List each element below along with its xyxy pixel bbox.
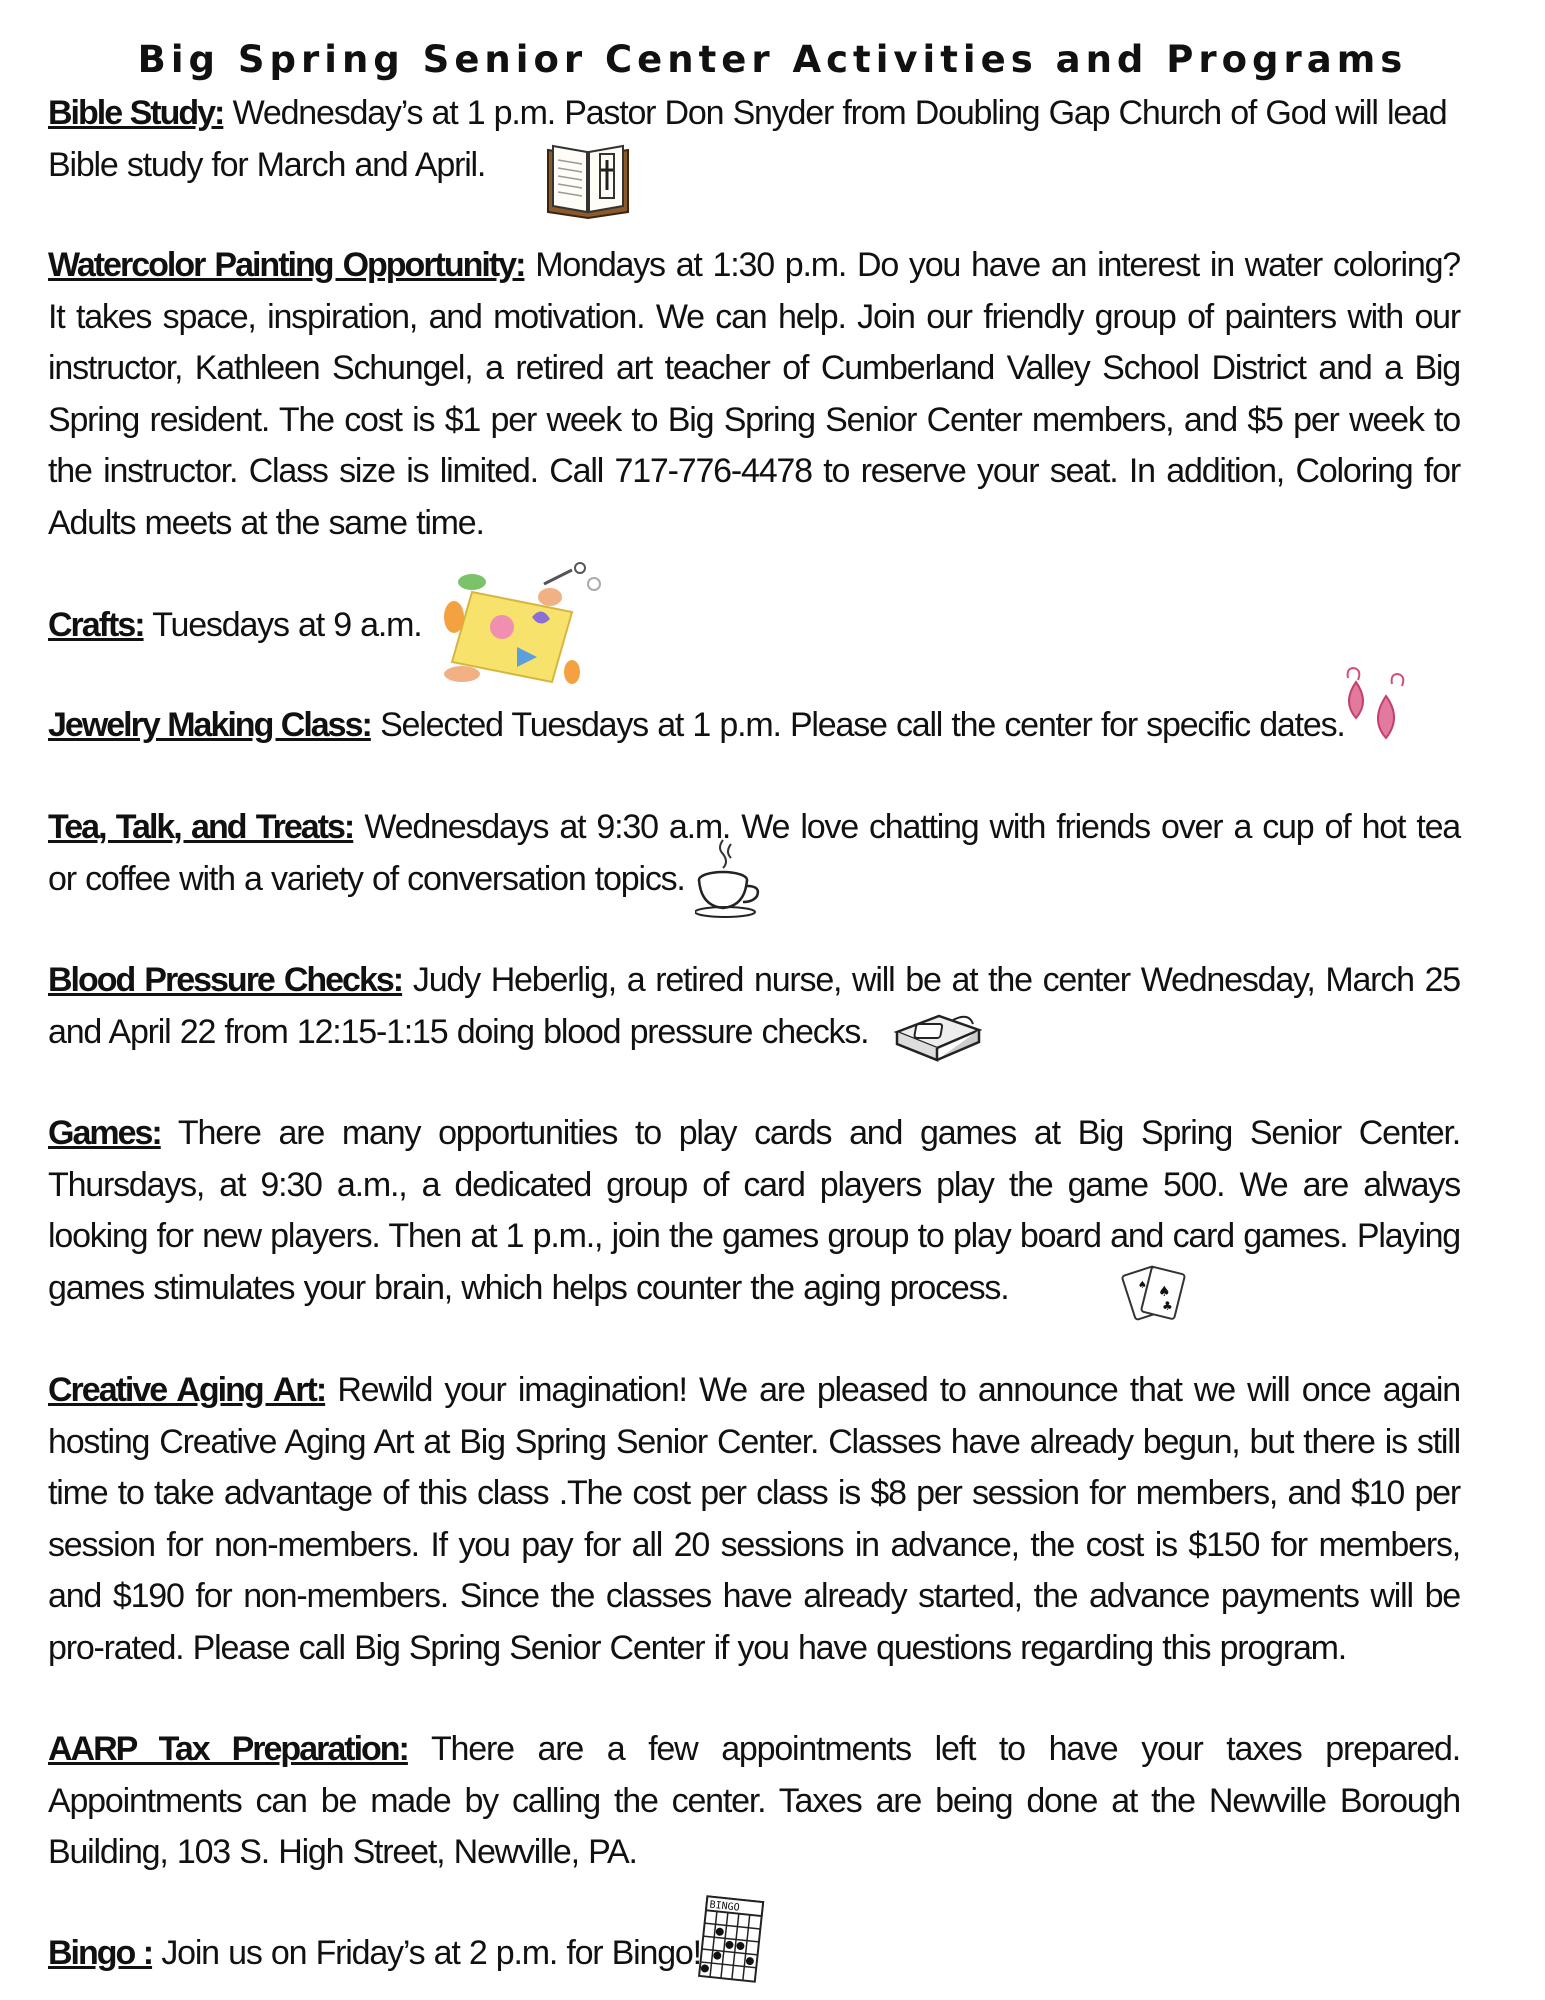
crafts-icon [432,562,602,692]
section-watercolor [48,240,1460,549]
teacup-icon [695,838,765,918]
bingo-card-icon [695,1895,767,1985]
svg-text:♠: ♠ [1158,1284,1171,1300]
section-label: Bible Study: [48,94,224,132]
section-label: Watercolor Painting Opportunity: [48,246,525,284]
section-label: Games: [48,1114,161,1152]
section-creative-aging-art [48,1365,1460,1674]
section-label: Crafts: [48,606,144,644]
section-text: There are many opportunities to play cards and games at Big Spring Senior Center. Thursdays, at 9:30 a.m., a dedicated group of card players play the game 500. We are always looking for new players. Then at 1 p.m., join the games group to play board and card games. Playing games stimulates your brain, which helps counter the aging process. [48,1114,1460,1307]
section-label: AARP Tax Preparation: [48,1730,408,1768]
svg-text:♣: ♣ [1162,1299,1173,1313]
section-text: Rewild your imagination! We are pleased to announce that we will once again hosting Creative Aging Art at Big Spring Senior Center. Classes have already begun, but there is still time to take advantage of this class .The cost per class is $8 per session for members, and $10 per session for non-members. If you pay for all 20 sessions in advance, the cost is $150 for members, and $190 for non-members. Since the classes have already started, the advance payments will be pro-rated. Please call Big Spring Senior Center if you have questions regarding this program. [48,1371,1460,1667]
section-aarp-tax [48,1724,1460,1879]
section-crafts [48,600,1460,652]
section-bible-study [48,88,1458,191]
section-label: Bingo : [48,1934,153,1972]
svg-text:♠: ♠ [1138,1280,1147,1291]
section-text: Tuesdays at 9 a.m. [143,606,422,644]
section-text: Join us on Friday’s at 2 p.m. for Bingo! [152,1934,701,1972]
section-text: There are a few appointments left to have your taxes prepared. Appointments can be made by calling the center. Taxes are being done at the Newville Borough Building, 103 S. High Street, Newville, PA. [48,1730,1461,1871]
section-blood-pressure [48,955,1460,1058]
earrings-icon [1326,660,1416,750]
section-label: Creative Aging Art: [48,1371,326,1409]
playing-cards-icon [1120,1260,1190,1326]
bible-icon [545,140,631,220]
blood-pressure-cuff-icon [893,1010,983,1066]
section-games [48,1108,1460,1314]
section-jewelry [48,700,1460,752]
section-label: Blood Pressure Checks: [48,961,403,999]
section-text: Wednesdays at 9:30 a.m. We love chatting with friends over a cup of hot tea or coffee with a variety of conversation topics. [48,808,1461,898]
section-text: Wednesday’s at 1 p.m. Pastor Don Snyder from Doubling Gap Church of God will lead Bible study for March and April. [48,94,1447,184]
section-label: Tea, Talk, and Treats: [48,808,354,846]
bingo-card-label: BINGO [708,1899,741,1914]
section-text: Judy Heberlig, a retired nurse, will be at the center Wednesday, March 25 and April 22 from 12:15-1:15 doing blood pressure checks. [48,961,1461,1051]
page-title: Big Spring Senior Center Activities and Programs [137,38,1408,81]
section-text: Selected Tuesdays at 1 p.m. Please call the center for specific dates. [370,706,1345,744]
section-text: Mondays at 1:30 p.m. Do you have an interest in water coloring? It takes space, inspiration, and motivation. We can help. Join our friendly group of painters with our instructor, Kathleen Schungel, a retired art teacher of Cumberland Valley School District and a Big Spring resident. The cost is $1 per week to Big Spring Senior Center members, and $5 per week to the instructor. Class size is limited. Call 717-776-4478 to reserve your seat. In addition, Coloring for Adults meets at the same time. [48,246,1460,542]
section-label: Jewelry Making Class: [48,706,371,744]
